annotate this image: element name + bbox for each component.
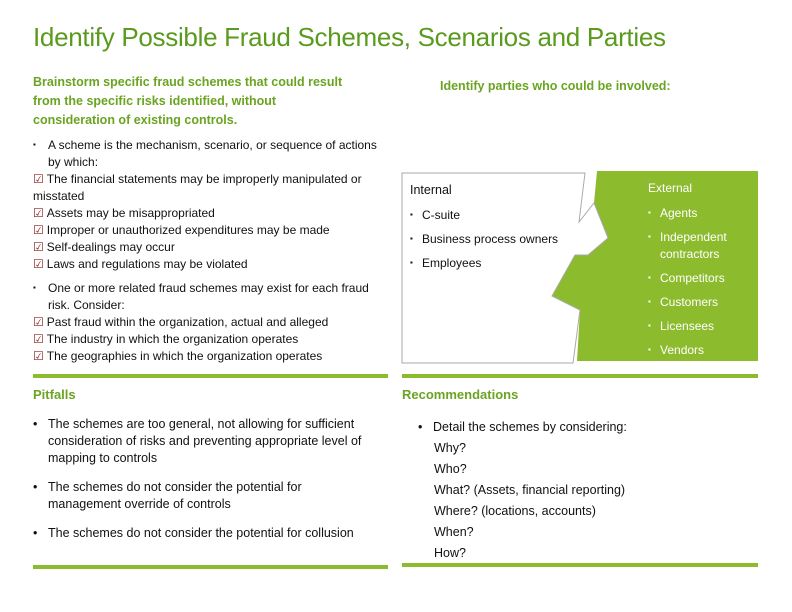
divider-right-top <box>402 374 758 378</box>
left-heading: Brainstorm specific fraud schemes that could result from the specific risks identified, without consideration of existing controls. <box>33 75 343 127</box>
internal-parties <box>410 182 580 278</box>
checklist-item-text: Improper or unauthorized expenditures may be made <box>46 223 330 237</box>
recommendation-line: What? (Assets, financial reporting) <box>434 483 626 497</box>
pitfall-item: • The schemes do not consider the potential for management override of controls <box>33 479 363 513</box>
external-party-item: ▪ Agents <box>648 204 753 222</box>
recommendation-line: Why? <box>434 441 466 455</box>
checklist-item-text: Self-dealings may occur <box>46 240 175 254</box>
recommendations-list <box>418 417 748 564</box>
checkbox-icon: ☑ <box>33 206 44 220</box>
divider-left-bottom <box>33 565 388 569</box>
recommendation-lead: • Detail the schemes by considering: <box>418 417 748 438</box>
internal-label: Internal <box>410 183 452 197</box>
checkbox-icon: ☑ <box>33 349 44 363</box>
external-party-item: ▪ Customers <box>648 293 753 311</box>
pitfalls-list <box>33 416 363 554</box>
page-title: Identify Possible Fraud Schemes, Scenarios and Parties <box>33 22 666 52</box>
checkbox-icon: ☑ <box>33 172 44 186</box>
checklist-item-text: The financial statements may be improperly manipulated or misstated <box>33 172 362 203</box>
external-party-item: ▪ Competitors <box>648 269 753 287</box>
recommendation-line: Where? (locations, accounts) <box>434 504 596 518</box>
checklist-item-text: The industry in which the organization operates <box>46 332 299 346</box>
right-heading: Identify parties who could be involved: <box>440 79 671 93</box>
external-parties <box>648 180 753 365</box>
pitfall-item: • The schemes are too general, not allowing for sufficient consideration of risks and preventing appropriate level of mapping to controls <box>33 416 363 467</box>
checklist-item-text: Past fraud within the organization, actual and alleged <box>46 315 329 329</box>
external-party-item: ▪ Independent contractors <box>648 228 753 263</box>
pitfall-item: • The schemes do not consider the potential for collusion <box>33 525 363 542</box>
bullet-related-schemes: ▪ One or more related fraud schemes may exist for each fraud risk. Consider: <box>33 279 388 314</box>
checkbox-icon: ☑ <box>33 332 44 346</box>
external-label: External <box>648 181 693 195</box>
checklist-item-text: Laws and regulations may be violated <box>46 257 248 271</box>
divider-right-bottom <box>402 563 758 567</box>
checkbox-icon: ☑ <box>33 315 44 329</box>
divider-left-top <box>33 374 388 378</box>
external-party-item: ▪ Licensees <box>648 317 753 335</box>
recommendations-label: Recommendations <box>402 387 519 402</box>
recommendation-line: When? <box>434 525 474 539</box>
checklist-item-text: The geographies in which the organization operates <box>46 349 323 363</box>
internal-party-item: ▪ C-suite <box>410 206 580 224</box>
internal-party-item: ▪ Employees <box>410 254 580 272</box>
pitfalls-label: Pitfalls <box>33 387 76 402</box>
external-party-item: ▪ Vendors <box>648 341 753 359</box>
checkbox-icon: ☑ <box>33 240 44 254</box>
internal-party-item: ▪ Business process owners <box>410 230 580 248</box>
bullet-scheme-definition: ▪ A scheme is the mechanism, scenario, or sequence of actions by which: <box>33 136 388 171</box>
recommendation-line: Who? <box>434 462 467 476</box>
checklist-item-text: Assets may be misappropriated <box>46 206 215 220</box>
recommendation-line: How? <box>434 546 466 560</box>
checkbox-icon: ☑ <box>33 257 44 271</box>
checkbox-icon: ☑ <box>33 223 44 237</box>
